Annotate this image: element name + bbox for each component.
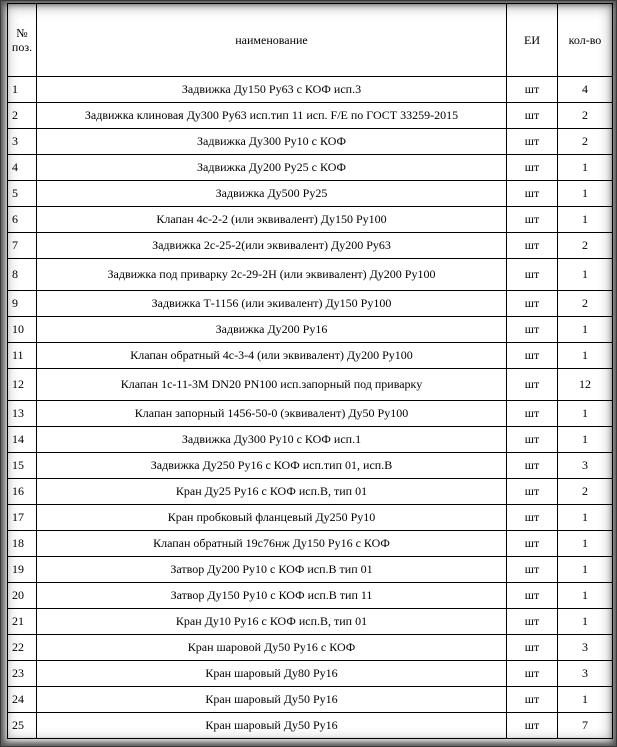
table-row bbox=[8, 369, 613, 401]
row-item-name: Задвижка Ду300 Ру10 с КОФ bbox=[37, 129, 507, 155]
row-quantity: 1 bbox=[558, 401, 613, 427]
row-unit: шт bbox=[507, 479, 558, 505]
row-position: 18 bbox=[8, 531, 37, 557]
row-position: 6 bbox=[8, 207, 37, 233]
row-unit: шт bbox=[507, 129, 558, 155]
header-row bbox=[8, 4, 613, 77]
row-item-name: Кран шаровой Ду50 Ру16 с КОФ bbox=[37, 635, 507, 661]
row-item-name: Клапан 1с-11-3М DN20 PN100 исп.запорный под приварку bbox=[37, 369, 507, 401]
row-position: 19 bbox=[8, 557, 37, 583]
row-unit: шт bbox=[507, 609, 558, 635]
header-num-symbol: № bbox=[16, 26, 28, 40]
row-quantity: 1 bbox=[558, 259, 613, 291]
row-unit: шт bbox=[507, 531, 558, 557]
row-position: 12 bbox=[8, 369, 37, 401]
row-item-name: Задвижка Т-1156 (или экивалент) Ду150 Ру100 bbox=[37, 291, 507, 317]
row-position: 1 bbox=[8, 77, 37, 103]
table-row bbox=[8, 103, 613, 129]
table-row bbox=[8, 259, 613, 291]
row-unit: шт bbox=[507, 181, 558, 207]
row-quantity: 1 bbox=[558, 505, 613, 531]
table-row bbox=[8, 129, 613, 155]
row-item-name: Задвижка Ду300 Ру10 с КОФ исп.1 bbox=[37, 427, 507, 453]
row-quantity: 1 bbox=[558, 609, 613, 635]
table-row bbox=[8, 635, 613, 661]
row-unit: шт bbox=[507, 401, 558, 427]
header-position-number bbox=[8, 4, 37, 77]
row-unit: шт bbox=[507, 207, 558, 233]
row-position: 21 bbox=[8, 609, 37, 635]
table-row bbox=[8, 531, 613, 557]
row-quantity: 3 bbox=[558, 453, 613, 479]
row-item-name: Задвижка Ду250 Ру16 с КОФ исп.тип 01, исп.В bbox=[37, 453, 507, 479]
table-row bbox=[8, 479, 613, 505]
row-position: 23 bbox=[8, 661, 37, 687]
row-unit: шт bbox=[507, 291, 558, 317]
table-body bbox=[8, 77, 613, 739]
table-row bbox=[8, 661, 613, 687]
row-item-name: Кран шаровый Ду80 Ру16 bbox=[37, 661, 507, 687]
row-unit: шт bbox=[507, 635, 558, 661]
row-quantity: 1 bbox=[558, 343, 613, 369]
table-row bbox=[8, 713, 613, 739]
row-quantity: 12 bbox=[558, 369, 613, 401]
row-unit: шт bbox=[507, 687, 558, 713]
row-quantity: 1 bbox=[558, 181, 613, 207]
row-quantity: 3 bbox=[558, 661, 613, 687]
table-row bbox=[8, 317, 613, 343]
table-row bbox=[8, 77, 613, 103]
table-row bbox=[8, 401, 613, 427]
row-quantity: 2 bbox=[558, 479, 613, 505]
row-position: 11 bbox=[8, 343, 37, 369]
table-row bbox=[8, 207, 613, 233]
row-unit: шт bbox=[507, 661, 558, 687]
header-unit: ЕИ bbox=[507, 4, 558, 77]
row-position: 8 bbox=[8, 259, 37, 291]
row-item-name: Задвижка Ду150 Ру63 с КОФ исп.3 bbox=[37, 77, 507, 103]
row-item-name: Затвор Ду200 Ру10 с КОФ исп.В тип 01 bbox=[37, 557, 507, 583]
row-position: 5 bbox=[8, 181, 37, 207]
row-position: 17 bbox=[8, 505, 37, 531]
specification-table bbox=[7, 3, 613, 739]
row-item-name: Клапан 4с-2-2 (или эквивалент) Ду150 Ру100 bbox=[37, 207, 507, 233]
row-position: 3 bbox=[8, 129, 37, 155]
row-item-name: Задвижка Ду500 Ру25 bbox=[37, 181, 507, 207]
row-quantity: 1 bbox=[558, 155, 613, 181]
row-item-name: Задвижка Ду200 Ру25 с КОФ bbox=[37, 155, 507, 181]
header-name: наименование bbox=[37, 4, 507, 77]
row-unit: шт bbox=[507, 77, 558, 103]
table-row bbox=[8, 609, 613, 635]
row-position: 14 bbox=[8, 427, 37, 453]
row-position: 13 bbox=[8, 401, 37, 427]
row-position: 25 bbox=[8, 713, 37, 739]
row-quantity: 2 bbox=[558, 291, 613, 317]
row-position: 20 bbox=[8, 583, 37, 609]
row-unit: шт bbox=[507, 557, 558, 583]
table-row bbox=[8, 233, 613, 259]
row-quantity: 2 bbox=[558, 233, 613, 259]
row-item-name: Задвижка клиновая Ду300 Ру63 исп.тип 11 исп. F/E по ГОСТ 33259-2015 bbox=[37, 103, 507, 129]
row-unit: шт bbox=[507, 103, 558, 129]
row-item-name: Кран шаровый Ду50 Ру16 bbox=[37, 713, 507, 739]
row-item-name: Кран Ду25 Ру16 с КОФ исп.В, тип 01 bbox=[37, 479, 507, 505]
row-position: 16 bbox=[8, 479, 37, 505]
table-row bbox=[8, 181, 613, 207]
row-quantity: 1 bbox=[558, 557, 613, 583]
row-unit: шт bbox=[507, 155, 558, 181]
row-quantity: 2 bbox=[558, 103, 613, 129]
row-item-name: Задвижка Ду200 Ру16 bbox=[37, 317, 507, 343]
row-position: 15 bbox=[8, 453, 37, 479]
row-position: 9 bbox=[8, 291, 37, 317]
row-item-name: Затвор Ду150 Ру10 с КОФ исп.В тип 11 bbox=[37, 583, 507, 609]
row-quantity: 1 bbox=[558, 531, 613, 557]
row-quantity: 7 bbox=[558, 713, 613, 739]
table-row bbox=[8, 291, 613, 317]
row-quantity: 1 bbox=[558, 427, 613, 453]
table-row bbox=[8, 427, 613, 453]
table-row bbox=[8, 583, 613, 609]
row-quantity: 1 bbox=[558, 207, 613, 233]
table-row bbox=[8, 687, 613, 713]
row-item-name: Задвижка 2с-25-2(или эквивалент) Ду200 Ру63 bbox=[37, 233, 507, 259]
row-unit: шт bbox=[507, 713, 558, 739]
table-row bbox=[8, 155, 613, 181]
row-position: 2 bbox=[8, 103, 37, 129]
row-unit: шт bbox=[507, 583, 558, 609]
table-row bbox=[8, 557, 613, 583]
row-unit: шт bbox=[507, 343, 558, 369]
row-position: 24 bbox=[8, 687, 37, 713]
row-item-name: Клапан обратный 19с76нж Ду150 Ру16 с КОФ bbox=[37, 531, 507, 557]
row-unit: шт bbox=[507, 369, 558, 401]
row-unit: шт bbox=[507, 427, 558, 453]
row-position: 22 bbox=[8, 635, 37, 661]
row-item-name: Клапан запорный 1456-50-0 (эквивалент) Ду50 Ру100 bbox=[37, 401, 507, 427]
row-quantity: 2 bbox=[558, 129, 613, 155]
row-position: 7 bbox=[8, 233, 37, 259]
row-unit: шт bbox=[507, 317, 558, 343]
row-unit: шт bbox=[507, 453, 558, 479]
row-item-name: Кран пробковый фланцевый Ду250 Ру10 bbox=[37, 505, 507, 531]
row-item-name: Кран Ду10 Ру16 с КОФ исп.В, тип 01 bbox=[37, 609, 507, 635]
table-row bbox=[8, 343, 613, 369]
row-quantity: 1 bbox=[558, 687, 613, 713]
row-quantity: 1 bbox=[558, 317, 613, 343]
row-item-name: Клапан обратный 4с-3-4 (или эквивалент) Ду200 Ру100 bbox=[37, 343, 507, 369]
row-position: 4 bbox=[8, 155, 37, 181]
row-unit: шт bbox=[507, 233, 558, 259]
row-quantity: 4 bbox=[558, 77, 613, 103]
row-item-name: Задвижка под приварку 2с-29-2Н (или эквивалент) Ду200 Ру100 bbox=[37, 259, 507, 291]
row-position: 10 bbox=[8, 317, 37, 343]
table-row bbox=[8, 505, 613, 531]
row-quantity: 3 bbox=[558, 635, 613, 661]
row-item-name: Кран шаровый Ду50 Ру16 bbox=[37, 687, 507, 713]
row-unit: шт bbox=[507, 259, 558, 291]
row-unit: шт bbox=[507, 505, 558, 531]
header-quantity: кол-во bbox=[558, 4, 613, 77]
table-row bbox=[8, 453, 613, 479]
header-num-abbrev: поз. bbox=[11, 40, 33, 54]
row-quantity: 1 bbox=[558, 583, 613, 609]
